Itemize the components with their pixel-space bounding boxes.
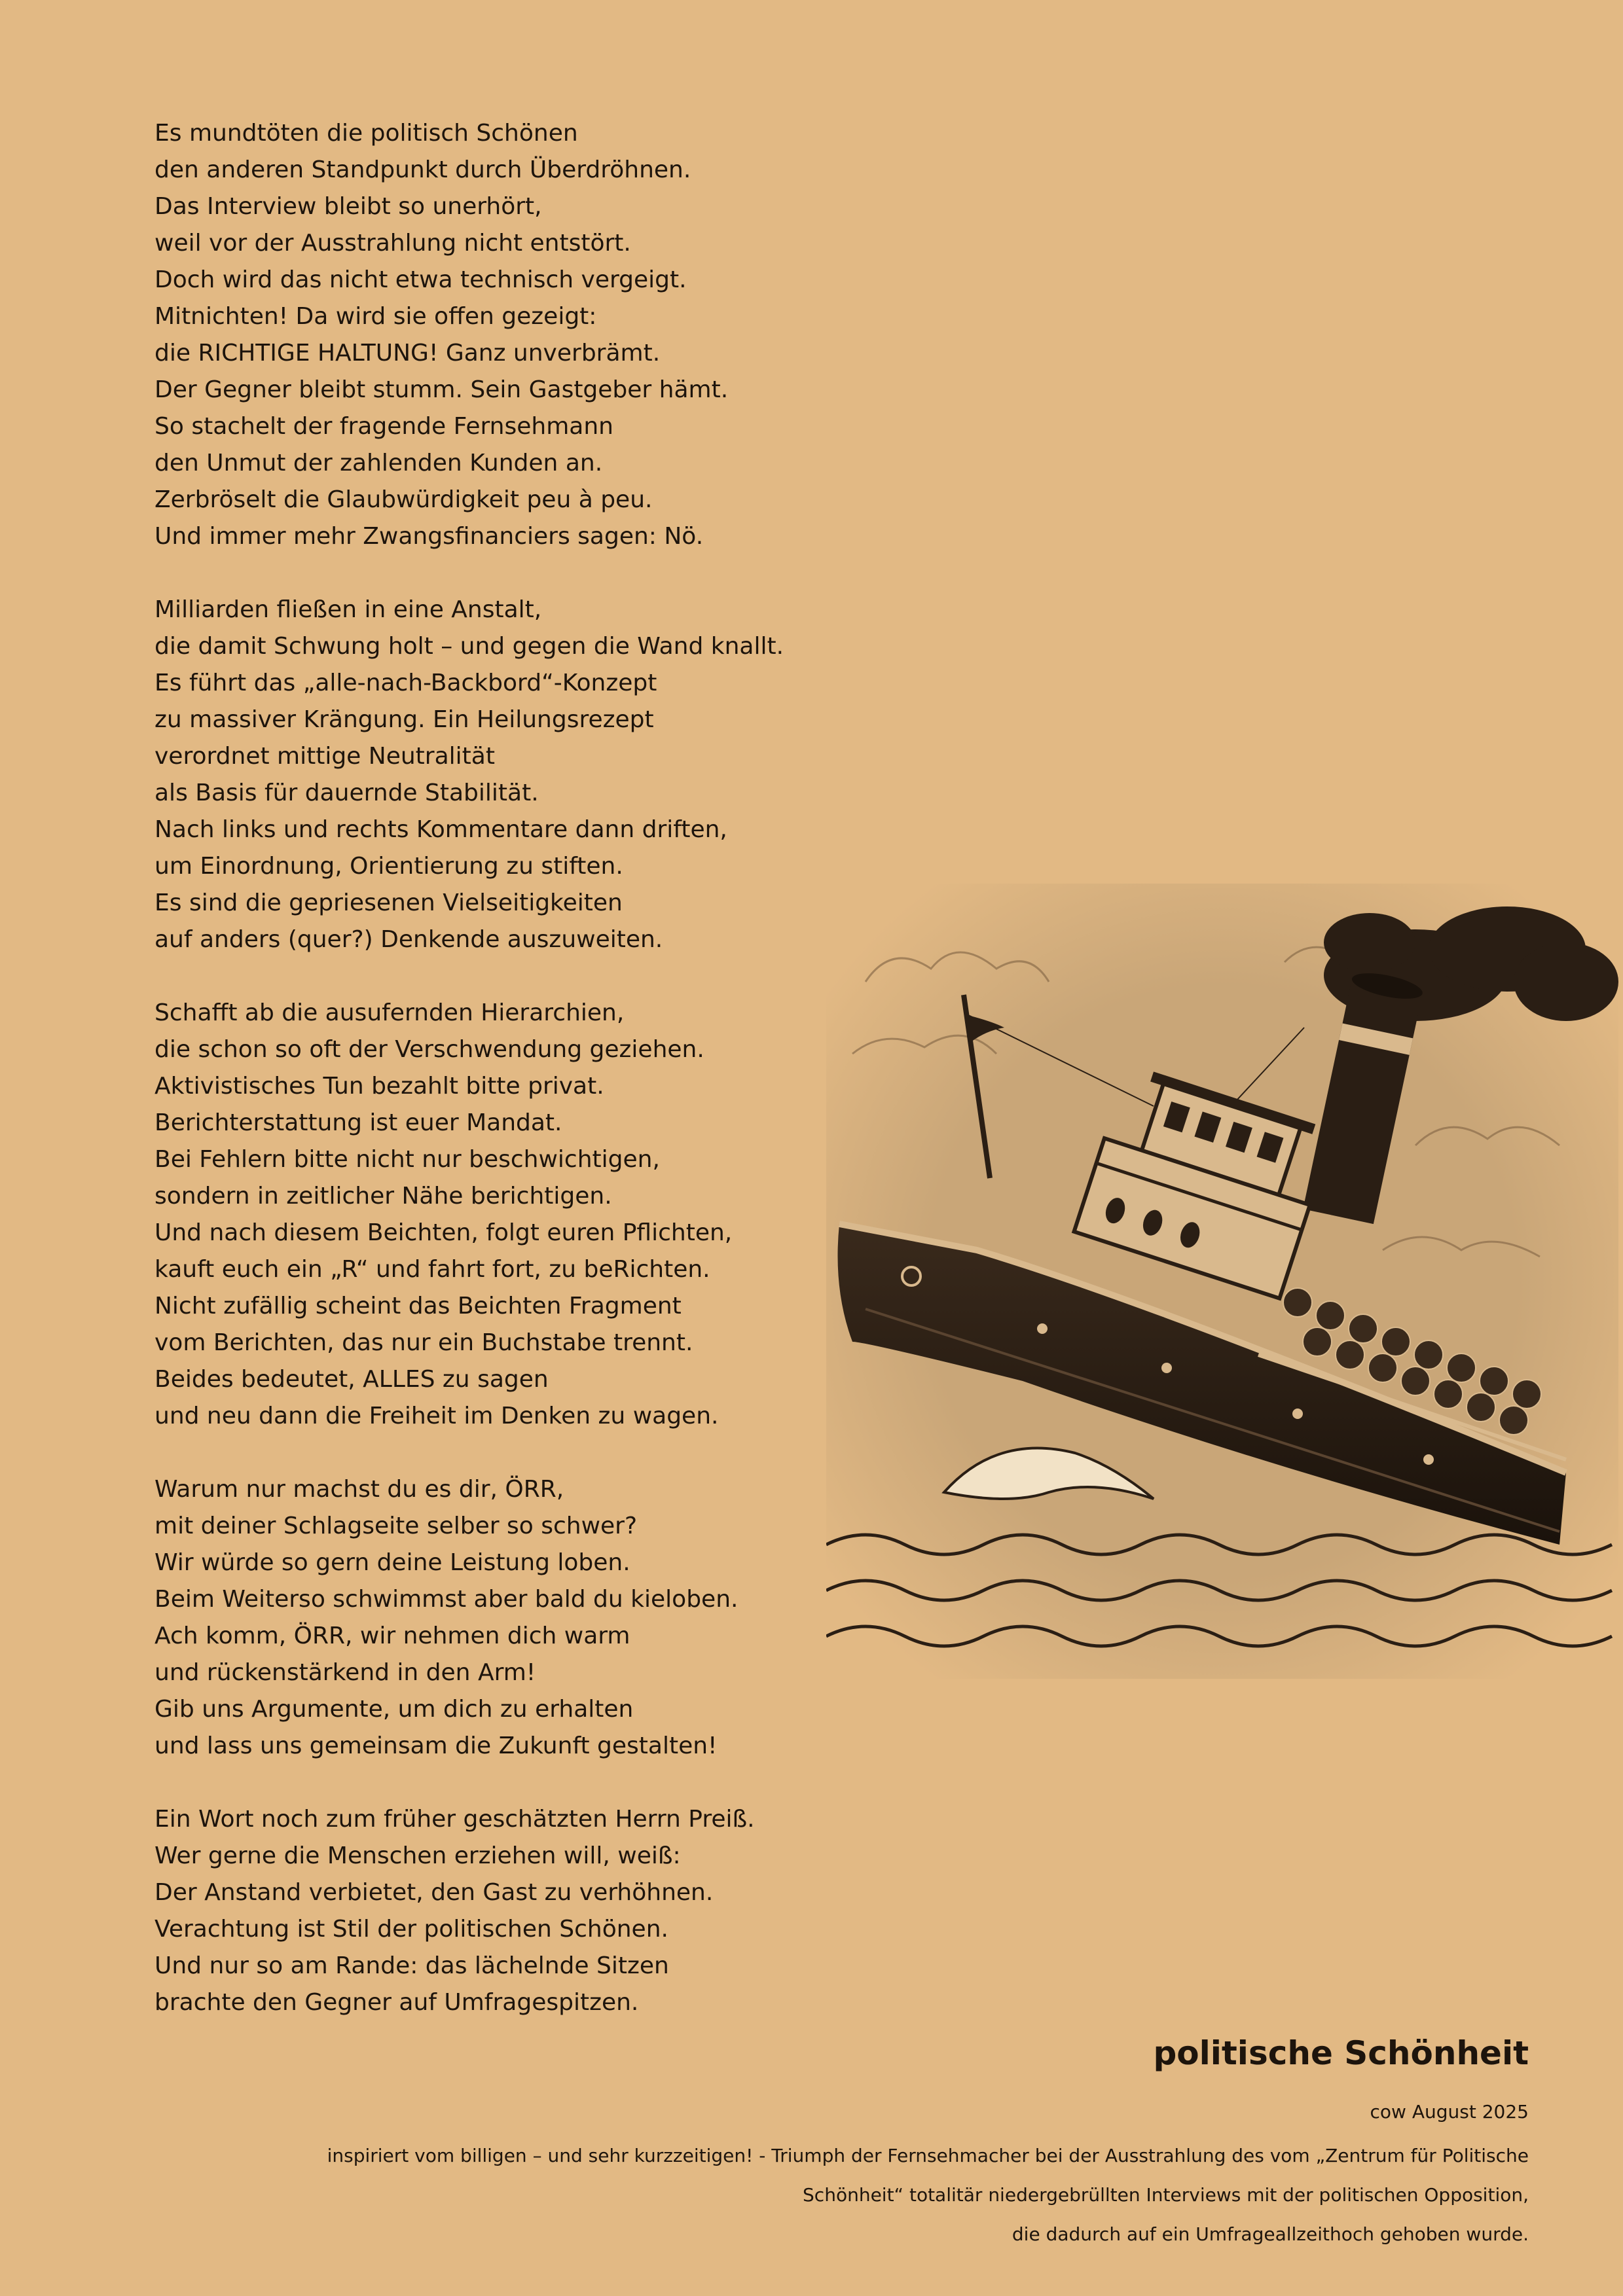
stanza <box>155 1471 848 1765</box>
steamship-icon <box>826 884 1618 1679</box>
poem-line: Verachtung ist Stil der politischen Schönen. <box>155 1916 668 1943</box>
stanza <box>155 1801 848 2021</box>
poem-line: Wir würde so gern deine Leistung loben. <box>155 1549 630 1576</box>
poem-line: Wer gerne die Menschen erziehen will, weiß: <box>155 1842 681 1869</box>
poem-line: vom Berichten, das nur ein Buchstabe trennt. <box>155 1329 693 1356</box>
poem-line: sondern in zeitlicher Nähe berichtigen. <box>155 1183 612 1210</box>
footnote-line: die dadurch auf ein Umfrageallzeithoch gehoben wurde. <box>1012 2223 1529 2245</box>
poem-line: Das Interview bleibt so unerhört, <box>155 193 542 220</box>
poem-line: die RICHTIGE HALTUNG! Ganz unverbrämt. <box>155 340 661 367</box>
poem-line: weil vor der Ausstrahlung nicht entstört. <box>155 230 631 257</box>
poem-line: auf anders (quer?) Denkende auszuweiten. <box>155 926 663 953</box>
poem-line: den Unmut der zahlenden Kunden an. <box>155 450 603 476</box>
poem-line: Warum nur machst du es dir, ÖRR, <box>155 1476 564 1503</box>
poem-line: Milliarden fließen in eine Anstalt, <box>155 596 542 623</box>
poem-line: Es führt das „alle-nach-Backbord“-Konzept <box>155 670 657 696</box>
poem-line: Gib uns Argumente, um dich zu erhalten <box>155 1696 634 1723</box>
poem-line: die damit Schwung holt – und gegen die Wand knallt. <box>155 633 784 660</box>
poem-line: und rückenstärkend in den Arm! <box>155 1659 536 1686</box>
poem-line: Schafft ab die ausufernden Hierarchien, <box>155 999 625 1026</box>
stanza <box>155 592 848 958</box>
poem-line: verordnet mittige Neutralität <box>155 743 495 770</box>
poem-line: Ach komm, ÖRR, wir nehmen dich warm <box>155 1623 630 1649</box>
poem-line: Und immer mehr Zwangsfinanciers sagen: Nö. <box>155 523 704 550</box>
footnote <box>327 2136 1529 2254</box>
poem-line: Beim Weiterso schwimmst aber bald du kieloben. <box>155 1586 739 1613</box>
poem-line: den anderen Standpunkt durch Überdröhnen. <box>155 156 691 183</box>
poem-line: und lass uns gemeinsam die Zukunft gestalten! <box>155 1732 718 1759</box>
poem-line: So stachelt der fragende Fernsehmann <box>155 413 613 440</box>
poem-line: mit deiner Schlagseite selber so schwer? <box>155 1513 638 1539</box>
poem-line: als Basis für dauernde Stabilität. <box>155 780 539 806</box>
poem-line: Und nach diesem Beichten, folgt euren Pflichten, <box>155 1219 733 1246</box>
poem-line: Berichterstattung ist euer Mandat. <box>155 1109 562 1136</box>
poem-line: Ein Wort noch zum früher geschätzten Herrn Preiß. <box>155 1806 755 1833</box>
author-date: cow August 2025 <box>1370 2101 1529 2123</box>
poem-line: Nach links und rechts Kommentare dann driften, <box>155 816 727 843</box>
stanza <box>155 115 848 555</box>
poem-line: kauft euch ein „R“ und fahrt fort, zu beRichten. <box>155 1256 710 1283</box>
footnote-line: Schönheit“ totalitär niedergebrüllten Interviews mit der politischen Opposition, <box>803 2184 1529 2206</box>
poem-line: Es sind die gepriesenen Vielseitigkeiten <box>155 889 623 916</box>
poem <box>155 115 848 2058</box>
poem-line: und neu dann die Freiheit im Denken zu wagen. <box>155 1403 719 1429</box>
footnote-line: inspiriert vom billigen – und sehr kurzzeitigen! - Triumph der Fernsehmacher bei der Ausstrahlung des vom „Zentrum für Politische <box>327 2145 1529 2166</box>
poem-line: Aktivistisches Tun bezahlt bitte privat. <box>155 1073 604 1100</box>
poem-line: Bei Fehlern bitte nicht nur beschwichtigen, <box>155 1146 660 1173</box>
poem-line: Es mundtöten die politisch Schönen <box>155 120 578 147</box>
poem-title: politische Schönheit <box>1153 2034 1529 2072</box>
stanza <box>155 995 848 1435</box>
poem-line: Der Anstand verbietet, den Gast zu verhöhnen. <box>155 1879 714 1906</box>
poem-line: zu massiver Krängung. Ein Heilungsrezept <box>155 706 654 733</box>
poem-line: um Einordnung, Orientierung zu stiften. <box>155 853 623 880</box>
poem-line: Und nur so am Rande: das lächelnde Sitzen <box>155 1952 669 1979</box>
listing-steamship-illustration <box>826 884 1618 1679</box>
poem-line: Zerbröselt die Glaubwürdigkeit peu à peu. <box>155 486 653 513</box>
poem-line: Mitnichten! Da wird sie offen gezeigt: <box>155 303 597 330</box>
poem-line: Der Gegner bleibt stumm. Sein Gastgeber hämt. <box>155 376 729 403</box>
poem-line: die schon so oft der Verschwendung geziehen. <box>155 1036 704 1063</box>
poem-line: Nicht zufällig scheint das Beichten Fragment <box>155 1293 682 1319</box>
poem-line: Doch wird das nicht etwa technisch vergeigt. <box>155 266 687 293</box>
poem-line: Beides bedeutet, ALLES zu sagen <box>155 1366 549 1393</box>
poem-line: brachte den Gegner auf Umfragespitzen. <box>155 1989 639 2016</box>
